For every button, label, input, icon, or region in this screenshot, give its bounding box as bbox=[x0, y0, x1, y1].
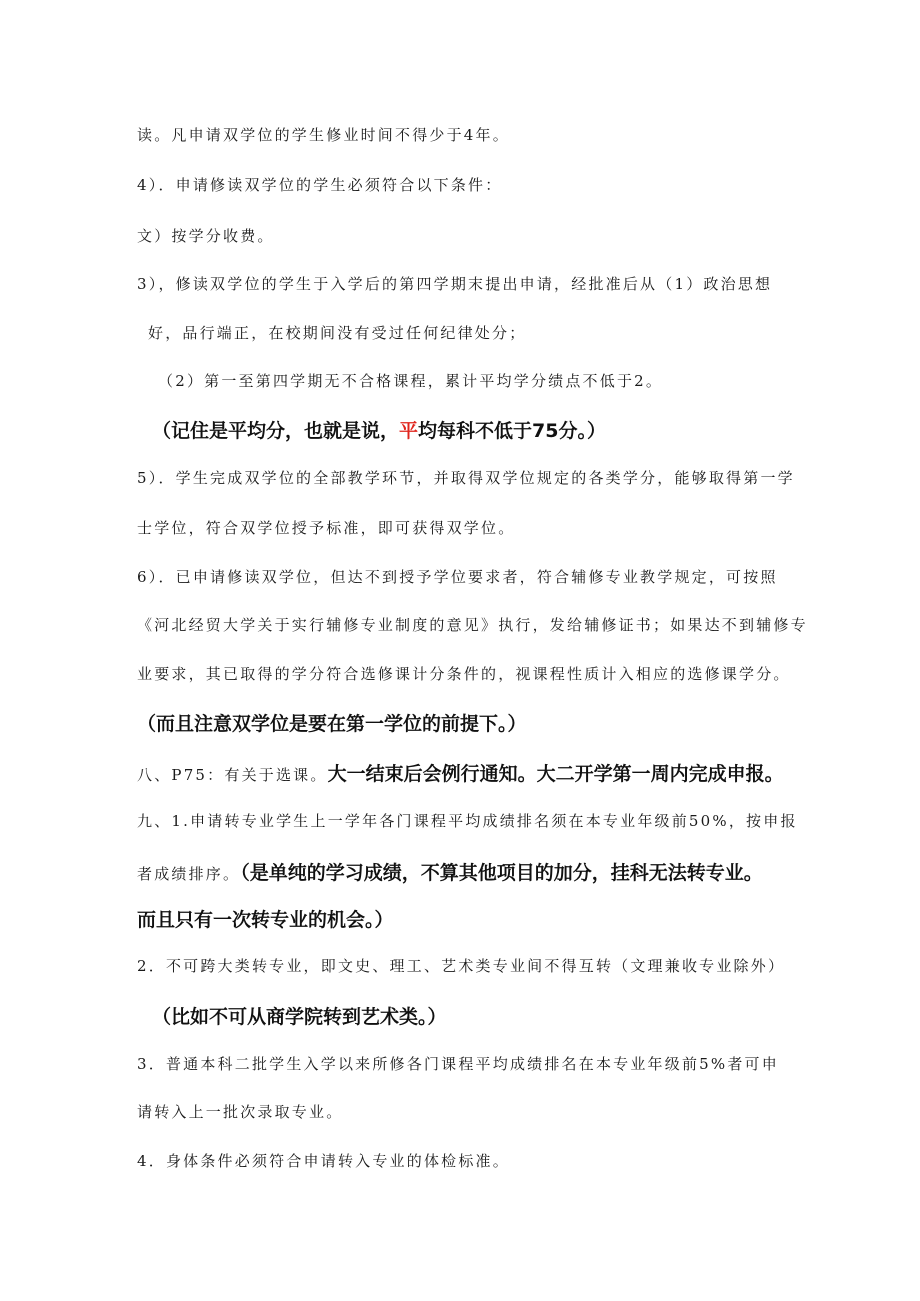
body-text: 4）．申请修读双学位的学生必须符合以下条件： bbox=[137, 176, 503, 194]
text-line bbox=[152, 416, 606, 443]
body-text: 士学位，符合双学位授予标准，即可获得双学位。 bbox=[137, 519, 516, 537]
body-text: 《河北经贸大学关于实行辅修专业制度的意见》执行，发给辅修证书；如果达不到辅修专 bbox=[137, 616, 808, 634]
body-text: 4．身体条件必须符合申请转入专业的体检标准。 bbox=[137, 1152, 510, 1170]
text-line bbox=[137, 614, 808, 635]
bold-note-text: （记住是平均分，也就是说， bbox=[152, 420, 400, 442]
text-line bbox=[137, 1150, 510, 1171]
text-line bbox=[137, 517, 515, 538]
body-text: 3．普通本科二批学生入学以来所修各门课程平均成绩排名在本专业年级前5%者可申 bbox=[137, 1055, 779, 1073]
body-text: 2．不可跨大类转专业，即文史、理工、艺术类专业间不得互转（文理兼收专业除外） bbox=[137, 957, 786, 975]
body-text: （2）第一至第四学期无不合格课程，累计平均学分绩点不低于2。 bbox=[158, 372, 664, 390]
text-line bbox=[137, 905, 394, 932]
text-line bbox=[137, 467, 795, 488]
body-text: 读。凡申请双学位的学生修业时间不得少于4年。 bbox=[137, 126, 510, 144]
bold-note-text: （是单纯的学习成绩，不算其他项目的加分，挂科无法转专业。 bbox=[240, 862, 763, 884]
body-text: 5）．学生完成双学位的全部教学环节，并取得双学位规定的各类学分，能够取得第一学 bbox=[137, 469, 795, 487]
text-line bbox=[137, 273, 772, 294]
bold-note-text: 大一结束后会例行通知。大二开学第一周内完成申报。 bbox=[327, 763, 784, 785]
body-text: 八、P75：有关于选课。 bbox=[137, 766, 328, 784]
body-text: 业要求，其已取得的学分符合选修课计分条件的，视课程性质计入相应的选修课学分。 bbox=[137, 665, 791, 683]
highlighted-text: 平 bbox=[399, 420, 419, 442]
text-line bbox=[137, 124, 510, 145]
body-text: 3），修读双学位的学生于入学后的第四学期末提出申请，经批准后从（1）政治思想 bbox=[137, 275, 773, 293]
bold-note-text: 均每科不低于75分。） bbox=[418, 420, 606, 442]
text-line bbox=[137, 759, 784, 786]
bold-note-text: （而且注意双学位是要在第一学位的前提下。） bbox=[137, 713, 527, 735]
text-line bbox=[137, 955, 785, 976]
text-line bbox=[137, 566, 778, 587]
text-line bbox=[137, 1053, 779, 1074]
text-line bbox=[137, 1101, 343, 1122]
text-line bbox=[137, 810, 798, 831]
bold-note-text: （比如不可从商学院转到艺术类。） bbox=[152, 1006, 447, 1028]
text-line bbox=[148, 322, 526, 343]
text-line bbox=[137, 663, 791, 684]
text-line bbox=[137, 174, 502, 195]
text-line bbox=[158, 370, 663, 391]
body-text: 好，品行端正，在校期间没有受过任何纪律处分； bbox=[148, 324, 527, 342]
text-line bbox=[137, 225, 275, 246]
text-line bbox=[137, 858, 763, 885]
body-text: 文）按学分收费。 bbox=[137, 227, 275, 245]
bold-note-text: 而且只有一次转专业的机会。） bbox=[137, 909, 394, 931]
text-line bbox=[137, 709, 527, 736]
body-text: 6）．已申请修读双学位，但达不到授予学位要求者，符合辅修专业教学规定，可按照 bbox=[137, 568, 778, 586]
text-line bbox=[152, 1002, 447, 1029]
body-text: 九、1.申请转专业学生上一学年各门课程平均成绩排名须在本专业年级前50%，按申报 bbox=[137, 812, 798, 830]
body-text: 请转入上一批次录取专业。 bbox=[137, 1103, 344, 1121]
body-text: 者成绩排序。 bbox=[137, 865, 241, 883]
